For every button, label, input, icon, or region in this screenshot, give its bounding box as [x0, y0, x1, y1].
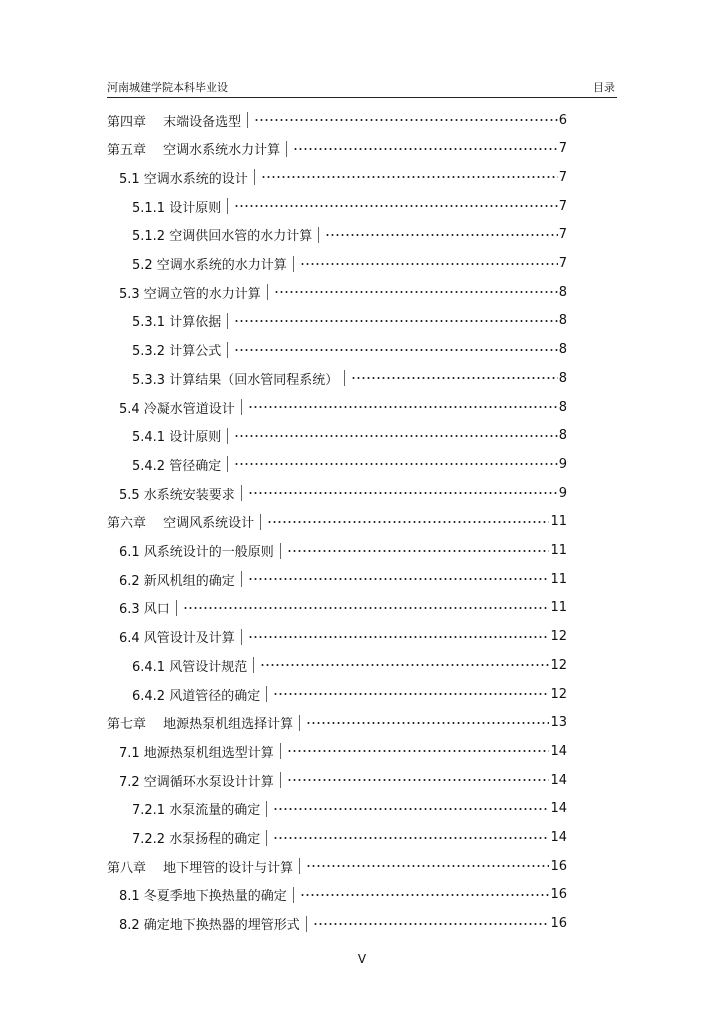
toc-entry[interactable]	[107, 221, 567, 249]
toc-entry-title: 6.1 风系统设计的一般原则	[119, 545, 274, 560]
toc-separator	[344, 370, 345, 386]
toc-entry[interactable]	[107, 680, 567, 708]
toc-dot-leader	[287, 750, 550, 752]
toc-separator	[227, 313, 228, 329]
toc-entry-title: 5.1 空调水系统的设计	[119, 171, 248, 187]
toc-separator	[280, 743, 281, 759]
toc-separator	[293, 887, 294, 903]
toc-entry[interactable]	[107, 450, 567, 478]
toc-entry-page: 16	[550, 916, 567, 932]
toc-entry[interactable]	[107, 422, 567, 450]
toc-dot-leader	[300, 263, 558, 265]
toc-dot-leader	[248, 492, 558, 494]
toc-separator	[176, 600, 177, 616]
toc-entry-title: 6.3 风口	[119, 602, 170, 618]
toc-separator	[247, 112, 248, 128]
toc-entry-title: 5.3.2 计算公式	[132, 344, 222, 360]
toc-entry-title: 8.2 确定地下换热器的埋管形式	[119, 918, 300, 934]
toc-entry[interactable]	[107, 766, 567, 794]
toc-dot-leader	[306, 865, 549, 867]
toc-separator	[306, 916, 307, 932]
toc-entry[interactable]	[107, 393, 567, 421]
toc-entry-page: 9	[558, 456, 567, 472]
toc-entry[interactable]	[107, 651, 567, 679]
toc-dot-leader	[287, 550, 550, 552]
toc-entry-page: 7	[558, 198, 567, 214]
toc-entry[interactable]	[107, 795, 567, 823]
toc-entry-page: 12	[550, 629, 567, 645]
toc-separator	[227, 342, 228, 358]
toc-entry-page: 16	[550, 858, 567, 874]
toc-separator	[266, 686, 267, 702]
toc-separator	[286, 141, 287, 157]
toc-entry-page: 7	[558, 256, 567, 271]
toc-entry[interactable]	[107, 135, 567, 163]
toc-entry-page: 14	[550, 743, 567, 759]
toc-entry-title: 5.4.2 管径确定	[132, 458, 222, 474]
toc-entry[interactable]	[107, 852, 567, 880]
toc-entry-title: 5.2 空调水系统的水力计算	[132, 258, 287, 273]
toc-separator	[227, 456, 228, 472]
toc-entry-page: 8	[558, 284, 567, 300]
toc-separator	[241, 399, 242, 415]
toc-entry[interactable]	[107, 737, 567, 765]
toc-entry-title: 5.1.2 空调供回水管的水力计算	[132, 229, 313, 245]
header-left-text: 河南城建学院本科毕业设	[107, 81, 228, 94]
toc-separator	[299, 715, 300, 731]
toc-entry[interactable]	[107, 508, 567, 536]
toc-entry-page: 12	[550, 686, 567, 702]
toc-entry-page: 7	[558, 227, 567, 243]
toc-entry[interactable]	[107, 881, 567, 909]
toc-entry[interactable]	[107, 192, 567, 220]
page-header	[107, 77, 617, 98]
toc-dot-leader	[248, 406, 558, 408]
toc-entry[interactable]	[107, 307, 567, 335]
toc-entry-title: 7.2 空调循环水泵设计计算	[119, 774, 274, 790]
toc-entry[interactable]	[107, 336, 567, 364]
toc-entry-title: 第七章 地源热泵机组选择计算	[107, 717, 294, 733]
toc-dot-leader	[274, 291, 558, 293]
toc-entry[interactable]	[107, 565, 567, 593]
toc-entry-page: 16	[550, 887, 567, 903]
toc-entry-page: 13	[550, 715, 567, 731]
toc-entry-title: 第五章 空调水系统水力计算	[107, 143, 281, 159]
toc-entry-page: 12	[550, 657, 567, 673]
toc-entry-title: 5.4.1 设计原则	[132, 430, 222, 446]
toc-entry-page: 7	[558, 169, 567, 185]
toc-entry-page: 8	[558, 313, 567, 329]
toc-separator	[241, 629, 242, 645]
toc-separator	[227, 428, 228, 444]
toc-entry[interactable]	[107, 106, 567, 134]
toc-separator	[266, 830, 267, 846]
toc-dot-leader	[234, 205, 558, 207]
toc-dot-leader	[325, 234, 558, 236]
toc-entry-title: 8.1 冬夏季地下换热量的确定	[119, 889, 287, 905]
toc-entry-page: 8	[558, 370, 567, 386]
toc-entry-title: 7.1 地源热泵机组选型计算	[119, 745, 274, 761]
toc-separator	[260, 514, 261, 530]
toc-entry-page: 7	[558, 141, 567, 157]
toc-entry[interactable]	[107, 824, 567, 852]
toc-dot-leader	[234, 435, 558, 437]
toc-entry-title: 5.3.1 计算依据	[132, 315, 222, 331]
page-number: V	[357, 952, 367, 966]
toc-separator	[293, 256, 294, 272]
toc-entry-page: 11	[550, 571, 567, 587]
toc-dot-leader	[234, 349, 558, 351]
toc-entry-title: 5.3.3 计算结果（回水管同程系统）	[132, 372, 339, 388]
toc-separator	[241, 571, 242, 587]
toc-entry[interactable]	[107, 364, 567, 392]
header-right-text: 目录	[593, 81, 615, 94]
toc-separator	[280, 543, 281, 559]
toc-entry-title: 5.4 冷凝水管道设计	[119, 401, 235, 417]
toc-entry-page: 14	[550, 772, 567, 788]
toc-dot-leader	[273, 693, 549, 695]
toc-separator	[299, 858, 300, 874]
toc-dot-leader	[267, 521, 549, 523]
toc-dot-leader	[273, 837, 549, 839]
toc-entry[interactable]	[107, 479, 567, 507]
toc-dot-leader	[313, 923, 550, 925]
toc-separator	[254, 169, 255, 185]
toc-entry-page: 8	[558, 428, 567, 444]
toc-dot-leader	[183, 607, 550, 609]
toc-dot-leader	[234, 320, 558, 322]
toc-dot-leader	[351, 377, 558, 379]
toc-entry-title: 第四章 末端设备选型	[107, 114, 242, 130]
toc-separator	[267, 284, 268, 300]
toc-separator	[253, 657, 254, 673]
toc-entry-page: 11	[550, 514, 567, 530]
toc-entry-title: 5.3 空调立管的水力计算	[119, 286, 261, 302]
toc-dot-leader	[273, 808, 549, 810]
toc-entry-title: 5.5 水系统安装要求	[119, 487, 235, 503]
toc-entry[interactable]	[107, 594, 567, 622]
toc-separator	[318, 227, 319, 243]
toc-separator	[280, 772, 281, 788]
toc-entry[interactable]	[107, 250, 567, 278]
toc-entry-title: 第六章 空调风系统设计	[107, 516, 255, 532]
toc-dot-leader	[254, 119, 558, 121]
toc-entry-page: 8	[558, 342, 567, 358]
toc-entry-title: 7.2.2 水泵扬程的确定	[132, 832, 261, 847]
toc-entry[interactable]	[107, 709, 567, 737]
toc-dot-leader	[260, 664, 549, 666]
toc-dot-leader	[287, 779, 550, 781]
toc-entry-title: 6.4.2 风道管径的确定	[132, 688, 261, 704]
toc-separator	[227, 198, 228, 214]
toc-entry-title: 6.4 风管设计及计算	[119, 631, 235, 647]
toc-separator	[241, 485, 242, 501]
toc-dot-leader	[234, 463, 558, 465]
toc-separator	[266, 801, 267, 817]
toc-dot-leader	[306, 722, 549, 724]
toc-entry-page: 9	[558, 485, 567, 501]
toc-dot-leader	[293, 148, 558, 150]
toc-entry-title: 5.1.1 设计原则	[132, 200, 222, 216]
toc-entry[interactable]	[107, 623, 567, 651]
toc-entry-page: 14	[550, 830, 567, 845]
toc-entry-page: 6	[558, 112, 567, 128]
toc-dot-leader	[300, 894, 550, 896]
toc-entry-page: 14	[550, 801, 567, 817]
toc-entry-page: 11	[550, 543, 567, 558]
toc-entry-title: 第八章 地下埋管的设计与计算	[107, 860, 294, 876]
toc-entry-page: 8	[558, 399, 567, 415]
toc-dot-leader	[248, 636, 550, 638]
toc-entry[interactable]	[107, 163, 567, 191]
toc-entry[interactable]	[107, 910, 567, 938]
toc-dot-leader	[261, 176, 558, 178]
toc-entry-title: 6.4.1 风管设计规范	[132, 659, 248, 675]
toc-entry-title: 7.2.1 水泵流量的确定	[132, 803, 261, 819]
toc-entry-title: 6.2 新风机组的确定	[119, 573, 235, 589]
toc-entry[interactable]	[107, 278, 567, 306]
toc-entry[interactable]	[107, 537, 567, 565]
toc-entry-page: 11	[550, 600, 567, 616]
toc-dot-leader	[248, 578, 550, 580]
